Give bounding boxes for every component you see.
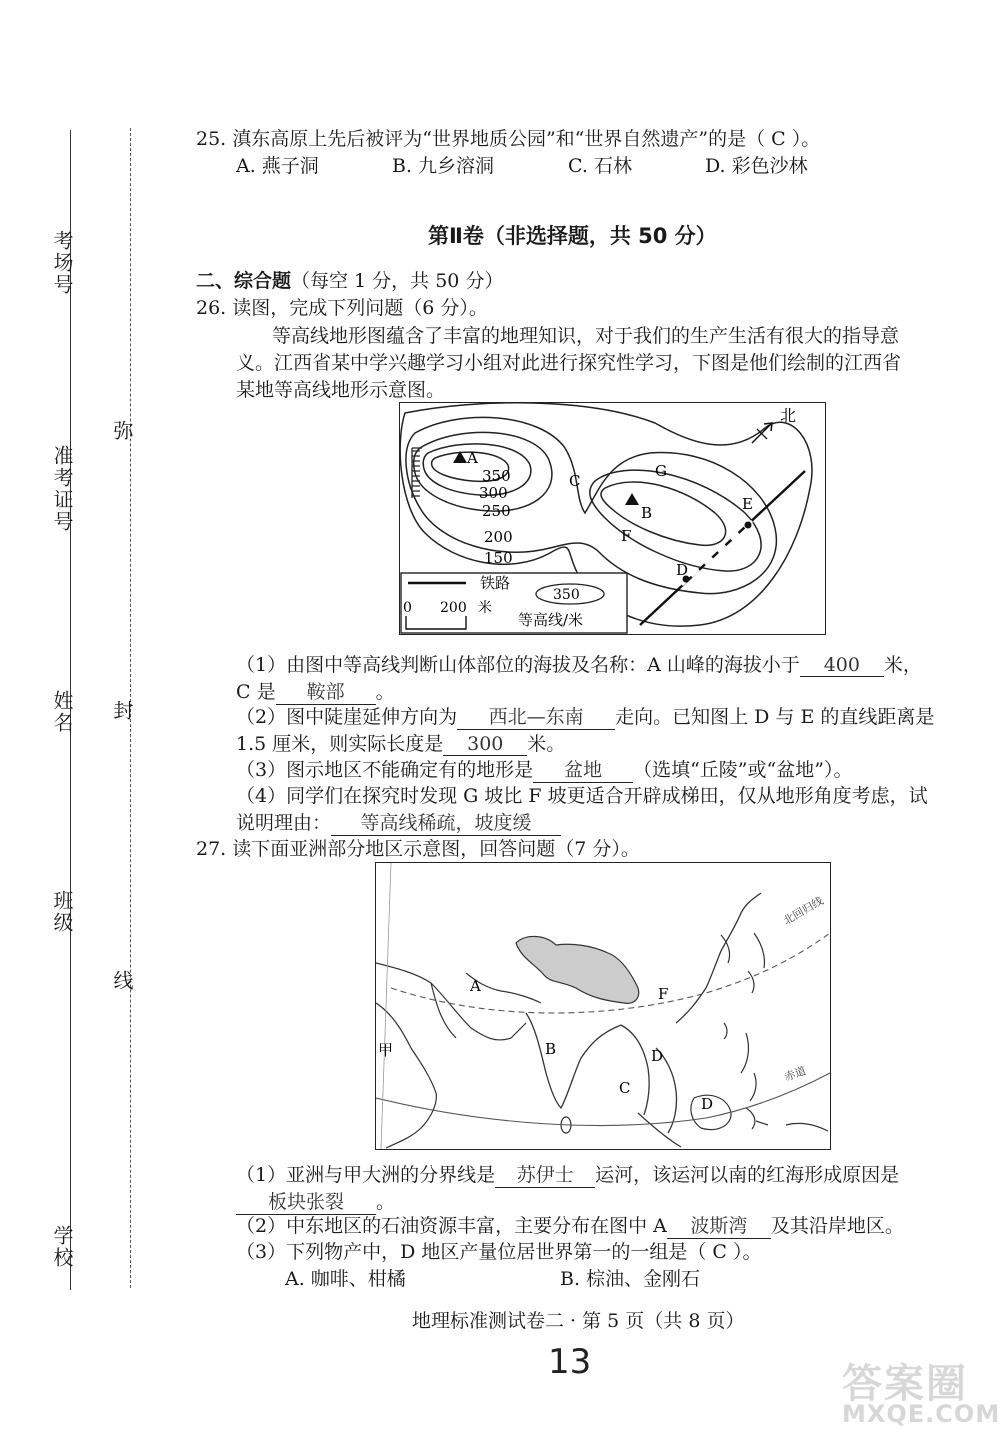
taiwan <box>724 1023 727 1039</box>
point-e-marker <box>745 522 752 529</box>
q26-sub3-text-b: （选填“丘陵”或“盆地”）。 <box>633 759 853 781</box>
label-e: E <box>742 495 753 513</box>
q27-stem: 27. 读下面亚洲部分地区示意图，回答问题（7 分）。 <box>196 838 640 860</box>
contour-b-outer <box>590 470 761 571</box>
map-label-c: C <box>619 1079 631 1097</box>
part2-heading-text: 二、综合题 <box>196 270 292 292</box>
equator <box>376 1073 830 1125</box>
q26-sub1-text-a: （1）由图中等高线判断山体部位的海拔及名称：A 山峰的海拔小于 <box>236 654 800 676</box>
watermark-url: MXQE.COM <box>842 1400 1000 1428</box>
q27-answer-canal: 苏伊士 <box>495 1160 595 1188</box>
contour-label-200: 200 <box>484 528 513 546</box>
north-arrow-icon <box>752 423 772 443</box>
map-label-a: A <box>470 977 481 995</box>
q25-option-c: C. 石林 <box>568 155 632 177</box>
section-title: 第Ⅱ卷（非选择题，共 50 分） <box>428 224 717 248</box>
q25-option-b: B. 九乡溶洞 <box>392 155 495 177</box>
contour-b-inner <box>601 482 726 545</box>
asia-map <box>375 862 831 1150</box>
legend-contour-label: 等高线/米 <box>518 611 584 629</box>
school-label: 学校 <box>50 1225 74 1269</box>
q26-sub2-text-c: 1.5 厘米，则实际长度是 <box>236 733 444 755</box>
q26-sub2-line1 <box>236 702 934 730</box>
q25-option-d: D. 彩色沙林 <box>705 155 808 177</box>
seal-char-xian: 线 <box>110 970 134 992</box>
coast-arabia <box>376 963 526 1040</box>
q26-sub4-text-b: 说明理由： <box>236 812 332 834</box>
q27-sub2-line <box>236 1211 904 1239</box>
contour-label-150: 150 <box>484 549 513 567</box>
peak-b-icon <box>625 493 639 505</box>
exam-room-label: 考场号 <box>50 230 74 296</box>
q26-sub4-line1: （4）同学们在探究时发现 G 坡比 F 坡更适合开辟成梯田，仅从地形角度考虑，试 <box>236 785 928 807</box>
q27-sub2-text-b: 及其沿岸地区。 <box>770 1215 904 1237</box>
part2-note: （每空 1 分，共 50 分） <box>291 270 504 292</box>
legend-contour-value: 350 <box>553 587 580 603</box>
grid-line <box>381 863 391 1149</box>
q26-sub1-line1 <box>236 650 922 677</box>
contour-label-300: 300 <box>479 484 508 502</box>
q26-sub1-text-d: 。 <box>375 681 395 703</box>
label-d: D <box>676 561 689 579</box>
map-label-d2: D <box>701 1095 714 1113</box>
new-guinea <box>786 1123 828 1131</box>
legend-scale-unit: 米 <box>478 600 492 616</box>
label-c: C <box>569 472 581 490</box>
q27-sub1-line1 <box>236 1160 899 1188</box>
q26-answer-distance: 300 <box>443 733 527 756</box>
north-label: 北 <box>780 406 797 425</box>
q26-answer-reason: 等高线稀疏，坡度缓 <box>331 808 561 836</box>
q27-sub1-text-a: （1）亚洲与甲大洲的分界线是 <box>236 1164 496 1186</box>
contour-label-250: 250 <box>482 502 511 520</box>
map-label-d1: D <box>651 1047 664 1065</box>
seal-char-mi: 弥 <box>110 420 134 442</box>
q27-sub2-text-a: （2）中东地区的石油资源丰富，主要分布在图中 A <box>236 1215 667 1237</box>
handwritten-page-number: 13 <box>548 1342 592 1382</box>
q26-sub2-line2 <box>236 729 565 756</box>
seal-char-feng: 封 <box>110 700 134 722</box>
legend-scale-0: 0 <box>403 600 412 616</box>
q27-answer-gulf: 波斯湾 <box>667 1211 771 1239</box>
q26-sub1-text-c: C 是 <box>236 681 276 703</box>
shaded-plateau <box>516 936 639 1003</box>
q26-sub2-text-b: 走向。已知图上 D 与 E 的直线距离是 <box>615 706 935 728</box>
legend-scale-200: 200 <box>440 600 467 616</box>
coast-india <box>526 1013 621 1108</box>
map-label-f: F <box>658 985 669 1003</box>
q26-sub3-line <box>236 755 852 783</box>
q26-paragraph-line2: 义。江西省某中学兴趣学习小组对此进行探究性学习，下图是他们绘制的江西省 <box>236 352 902 374</box>
q26-paragraph-line1: 等高线地形图蕴含了丰富的地理知识，对于我们的生产生活有很大的指导意 <box>272 325 900 347</box>
q26-sub1-text-b: 米， <box>883 654 922 676</box>
label-a: A <box>467 449 478 467</box>
q26-answer-landform: 盆地 <box>533 755 633 783</box>
label-b: B <box>641 504 653 522</box>
q27-sub1-text-b: 运河，该运河以南的红海形成原因是 <box>595 1164 900 1186</box>
q27-sub3-option-a: A. 咖啡、柑橘 <box>285 1268 406 1290</box>
sulawesi <box>746 1108 768 1129</box>
label-f: F <box>621 527 632 545</box>
exam-id-label: 准考证号 <box>50 445 74 533</box>
page-footer: 地理标准测试卷二 · 第 5 页（共 8 页） <box>412 1310 745 1332</box>
q26-sub2-text-d: 米。 <box>527 733 566 755</box>
philippines <box>741 1033 756 1101</box>
q26-answer-cliff-direction: 西北—东南 <box>457 702 615 730</box>
watermark-logo: 答案圈 <box>842 1361 968 1407</box>
class-label: 班级 <box>50 890 74 934</box>
contour-map-svg <box>400 403 825 634</box>
name-label: 姓名 <box>50 690 74 734</box>
q26-answer-c-name: 鞍部 <box>276 677 376 705</box>
q26-paragraph-line3: 某地等高线地形示意图。 <box>236 379 446 401</box>
q27-answer-red-sea: 板块张裂 <box>236 1187 376 1215</box>
q26-sub1-line2 <box>236 677 395 705</box>
label-g: G <box>655 462 667 480</box>
q27-sub1-text-c: 。 <box>376 1191 396 1213</box>
q27-sub3-line: （3）下列物产中，D 地区产量位居世界第一的一组是（ C ）。 <box>236 1241 762 1263</box>
q25-option-a: A. 燕子洞 <box>236 155 319 177</box>
tropic-label: 北回归线 <box>781 894 826 928</box>
contour-label-350: 350 <box>482 467 511 485</box>
part2-heading <box>196 266 503 293</box>
japan-islands <box>748 933 764 993</box>
q25-stem: 25. 滇东高原上先后被评为“世界地质公园”和“世界自然遗产”的是（ C ）。 <box>196 128 821 150</box>
q26-sub2-text-a: （2）图中陡崖延伸方向为 <box>236 706 458 728</box>
cliff-symbol <box>412 448 422 498</box>
contour-map <box>399 402 826 635</box>
asia-map-svg <box>376 863 830 1149</box>
q26-sub3-text-a: （3）图示地区不能确定有的地形是 <box>236 759 534 781</box>
coast-china <box>676 893 761 1023</box>
equator-label: 赤道 <box>782 1064 808 1084</box>
legend-rail-label: 铁路 <box>480 574 511 592</box>
map-label-b: B <box>545 1040 557 1058</box>
q26-sub4-line2 <box>236 808 561 836</box>
q27-sub3-option-b: B. 棕油、金刚石 <box>560 1268 701 1290</box>
map-label-jia: 甲 <box>378 1041 394 1059</box>
q26-stem: 26. 读图，完成下列问题（6 分）。 <box>196 297 488 319</box>
q26-answer-altitude: 400 <box>800 654 884 677</box>
